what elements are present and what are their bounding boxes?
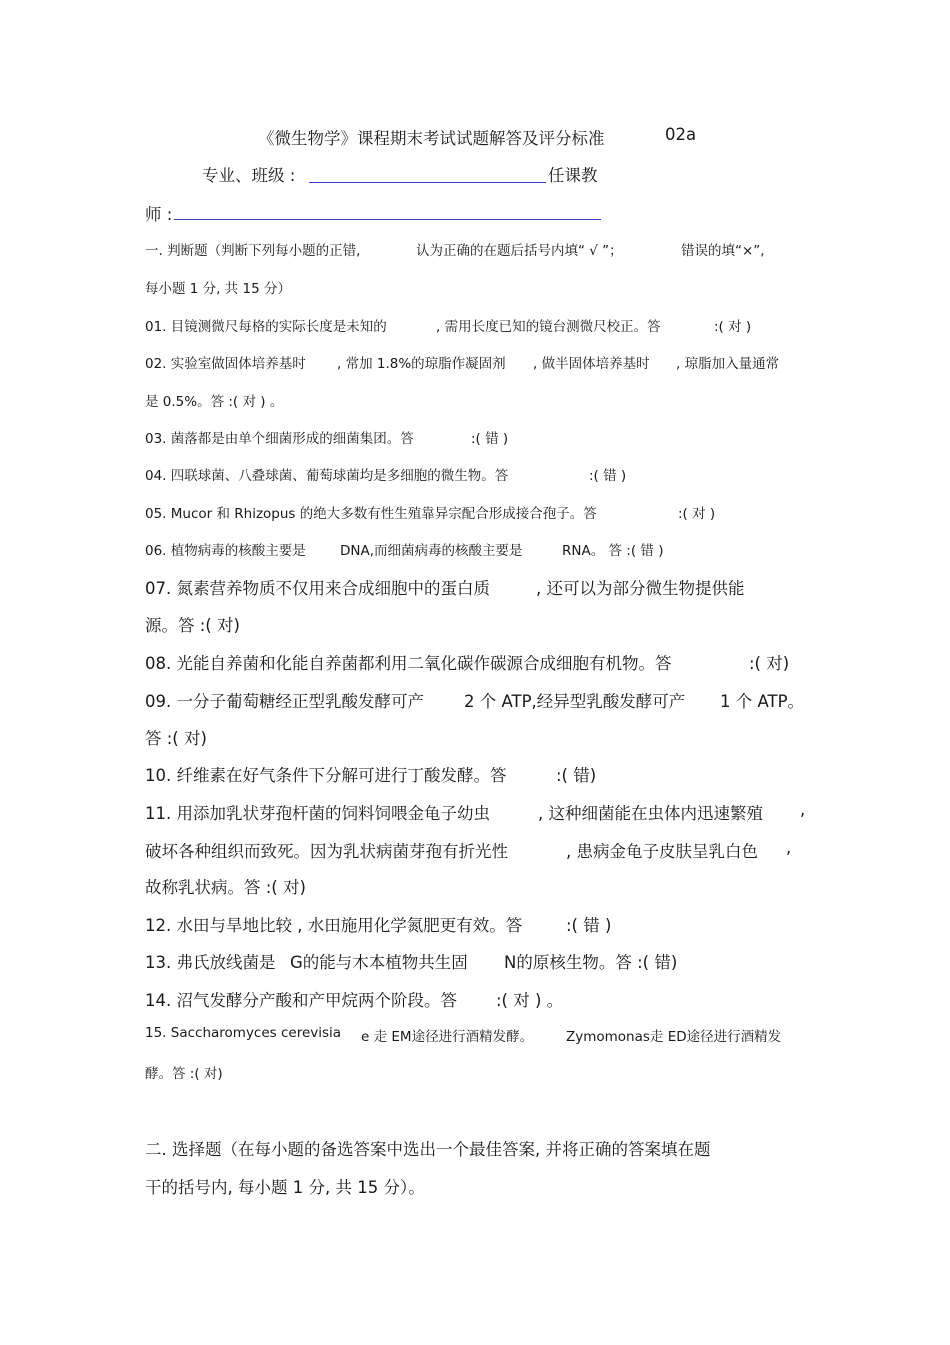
question-01-text-b: , 需用长度已知的镜台测微尺校正。答 — [436, 319, 661, 335]
section1-heading-b: 认为正确的在题后括号内填“ √ ”； — [416, 243, 623, 259]
question-14-answer: :( 对 ) 。 — [496, 991, 564, 1010]
class-blank[interactable] — [309, 164, 546, 183]
question-02-text-d: , 琼脂加入量通常 — [676, 356, 780, 372]
question-03-text: 03. 菌落都是由单个细菌形成的细菌集团。答 — [145, 431, 414, 447]
question-13-answer: N的原核生物。答 :( 错) — [504, 953, 678, 972]
question-06-text-a: 06. 植物病毒的核酸主要是 — [145, 543, 306, 559]
question-09-text-c: 1 个 ATP。 — [720, 692, 805, 711]
teacher-label-part1: 任课教 — [548, 166, 598, 185]
question-15-text-c: Zymomonas走 ED途径进行酒精发 — [566, 1029, 782, 1045]
question-13-text-a: 13. 弗氏放线菌是 — [145, 953, 276, 972]
section1-heading-a: 一. 判断题（判断下列每小题的正错, — [145, 243, 361, 259]
question-09-answer: 答 :( 对) — [145, 729, 207, 748]
question-02-text-b: , 常加 1.8%的琼脂作凝固剂 — [337, 356, 506, 372]
question-08-answer: :( 对) — [749, 654, 790, 673]
question-03-answer: :( 错 ) — [471, 431, 509, 447]
question-07-text-a: 07. 氮素营养物质不仅用来合成细胞中的蛋白质 — [145, 579, 490, 598]
question-11-answer: 故称乳状病。答 :( 对) — [145, 878, 306, 897]
question-11-text-b: , 这种细菌能在虫体内迅速繁殖 — [538, 804, 763, 823]
question-12-answer: :( 错 ) — [566, 916, 612, 935]
question-15-answer: 酵。答 :( 对) — [145, 1066, 223, 1082]
question-10-answer: :( 错) — [556, 766, 597, 785]
question-04-text: 04. 四联球菌、八叠球菌、葡萄球菌均是多细胞的微生物。答 — [145, 468, 509, 484]
question-06-answer: RNA。 答 :( 错 ) — [562, 543, 664, 559]
question-02-text-c: , 做半固体培养基时 — [533, 356, 650, 372]
class-label: 专业、班级 : — [202, 166, 296, 185]
question-07-answer: 源。答 :( 对) — [145, 616, 240, 635]
question-01-text-a: 01. 目镜测微尺每格的实际长度是未知的 — [145, 319, 387, 335]
question-01-answer: :( 对 ) — [714, 319, 752, 335]
question-06-text-b: DNA,而细菌病毒的核酸主要是 — [340, 543, 523, 559]
question-08-text: 08. 光能自养菌和化能自养菌都利用二氧化碳作碳源合成细胞有机物。答 — [145, 654, 672, 673]
question-11-text-e: , 患病金龟子皮肤呈乳白色 — [566, 842, 758, 861]
section2-heading-line1: 二. 选择题（在每小题的备选答案中选出一个最佳答案, 并将正确的答案填在题 — [145, 1140, 711, 1159]
question-11-text-d: 破坏各种组织而致死。因为乳状病菌芽孢有折光性 — [145, 842, 508, 861]
question-11-text-c: , — [800, 800, 806, 819]
section2-heading-line2: 干的括号内, 每小题 1 分, 共 15 分）。 — [145, 1178, 425, 1197]
question-02-text-a: 02. 实验室做固体培养基时 — [145, 356, 306, 372]
question-05-answer: :( 对 ) — [678, 506, 716, 522]
question-10-text: 10. 纤维素在好气条件下分解可进行丁酸发酵。答 — [145, 766, 507, 785]
question-15-text-a: 15. Saccharomyces cerevisia — [145, 1025, 342, 1041]
question-07-text-b: , 还可以为部分微生物提供能 — [536, 579, 745, 598]
document-code: 02a — [665, 125, 697, 144]
question-13-text-b: G的能与木本植物共生固 — [290, 953, 468, 972]
question-04-answer: :( 错 ) — [589, 468, 627, 484]
question-14-text: 14. 沼气发酵分产酸和产甲烷两个阶段。答 — [145, 991, 457, 1010]
question-12-text: 12. 水田与旱地比较 , 水田施用化学氮肥更有效。答 — [145, 916, 523, 935]
teacher-blank[interactable] — [174, 202, 601, 220]
question-02-answer: 是 0.5%。答 :( 对 ) 。 — [145, 394, 284, 410]
section1-heading-c: 错误的填“×”, — [681, 243, 765, 259]
teacher-label-part2: 师 : — [145, 205, 173, 224]
question-09-text-a: 09. 一分子葡萄糖经正型乳酸发酵可产 — [145, 692, 424, 711]
question-11-text-a: 11. 用添加乳状芽孢杆菌的饲料饲喂金龟子幼虫 — [145, 804, 490, 823]
question-05-text: 05. Mucor 和 Rhizopus 的绝大多数有性生殖靠异宗配合形成接合孢子。答 — [145, 506, 597, 522]
document-title: 《微生物学》课程期末考试试题解答及评分标准 — [258, 129, 605, 148]
question-11-text-f: , — [786, 838, 792, 857]
question-09-text-b: 2 个 ATP,经异型乳酸发酵可产 — [464, 692, 686, 711]
section1-heading-line2: 每小题 1 分, 共 15 分） — [145, 281, 292, 297]
question-15-text-b: e 走 EM途径进行酒精发酵。 — [361, 1029, 534, 1045]
